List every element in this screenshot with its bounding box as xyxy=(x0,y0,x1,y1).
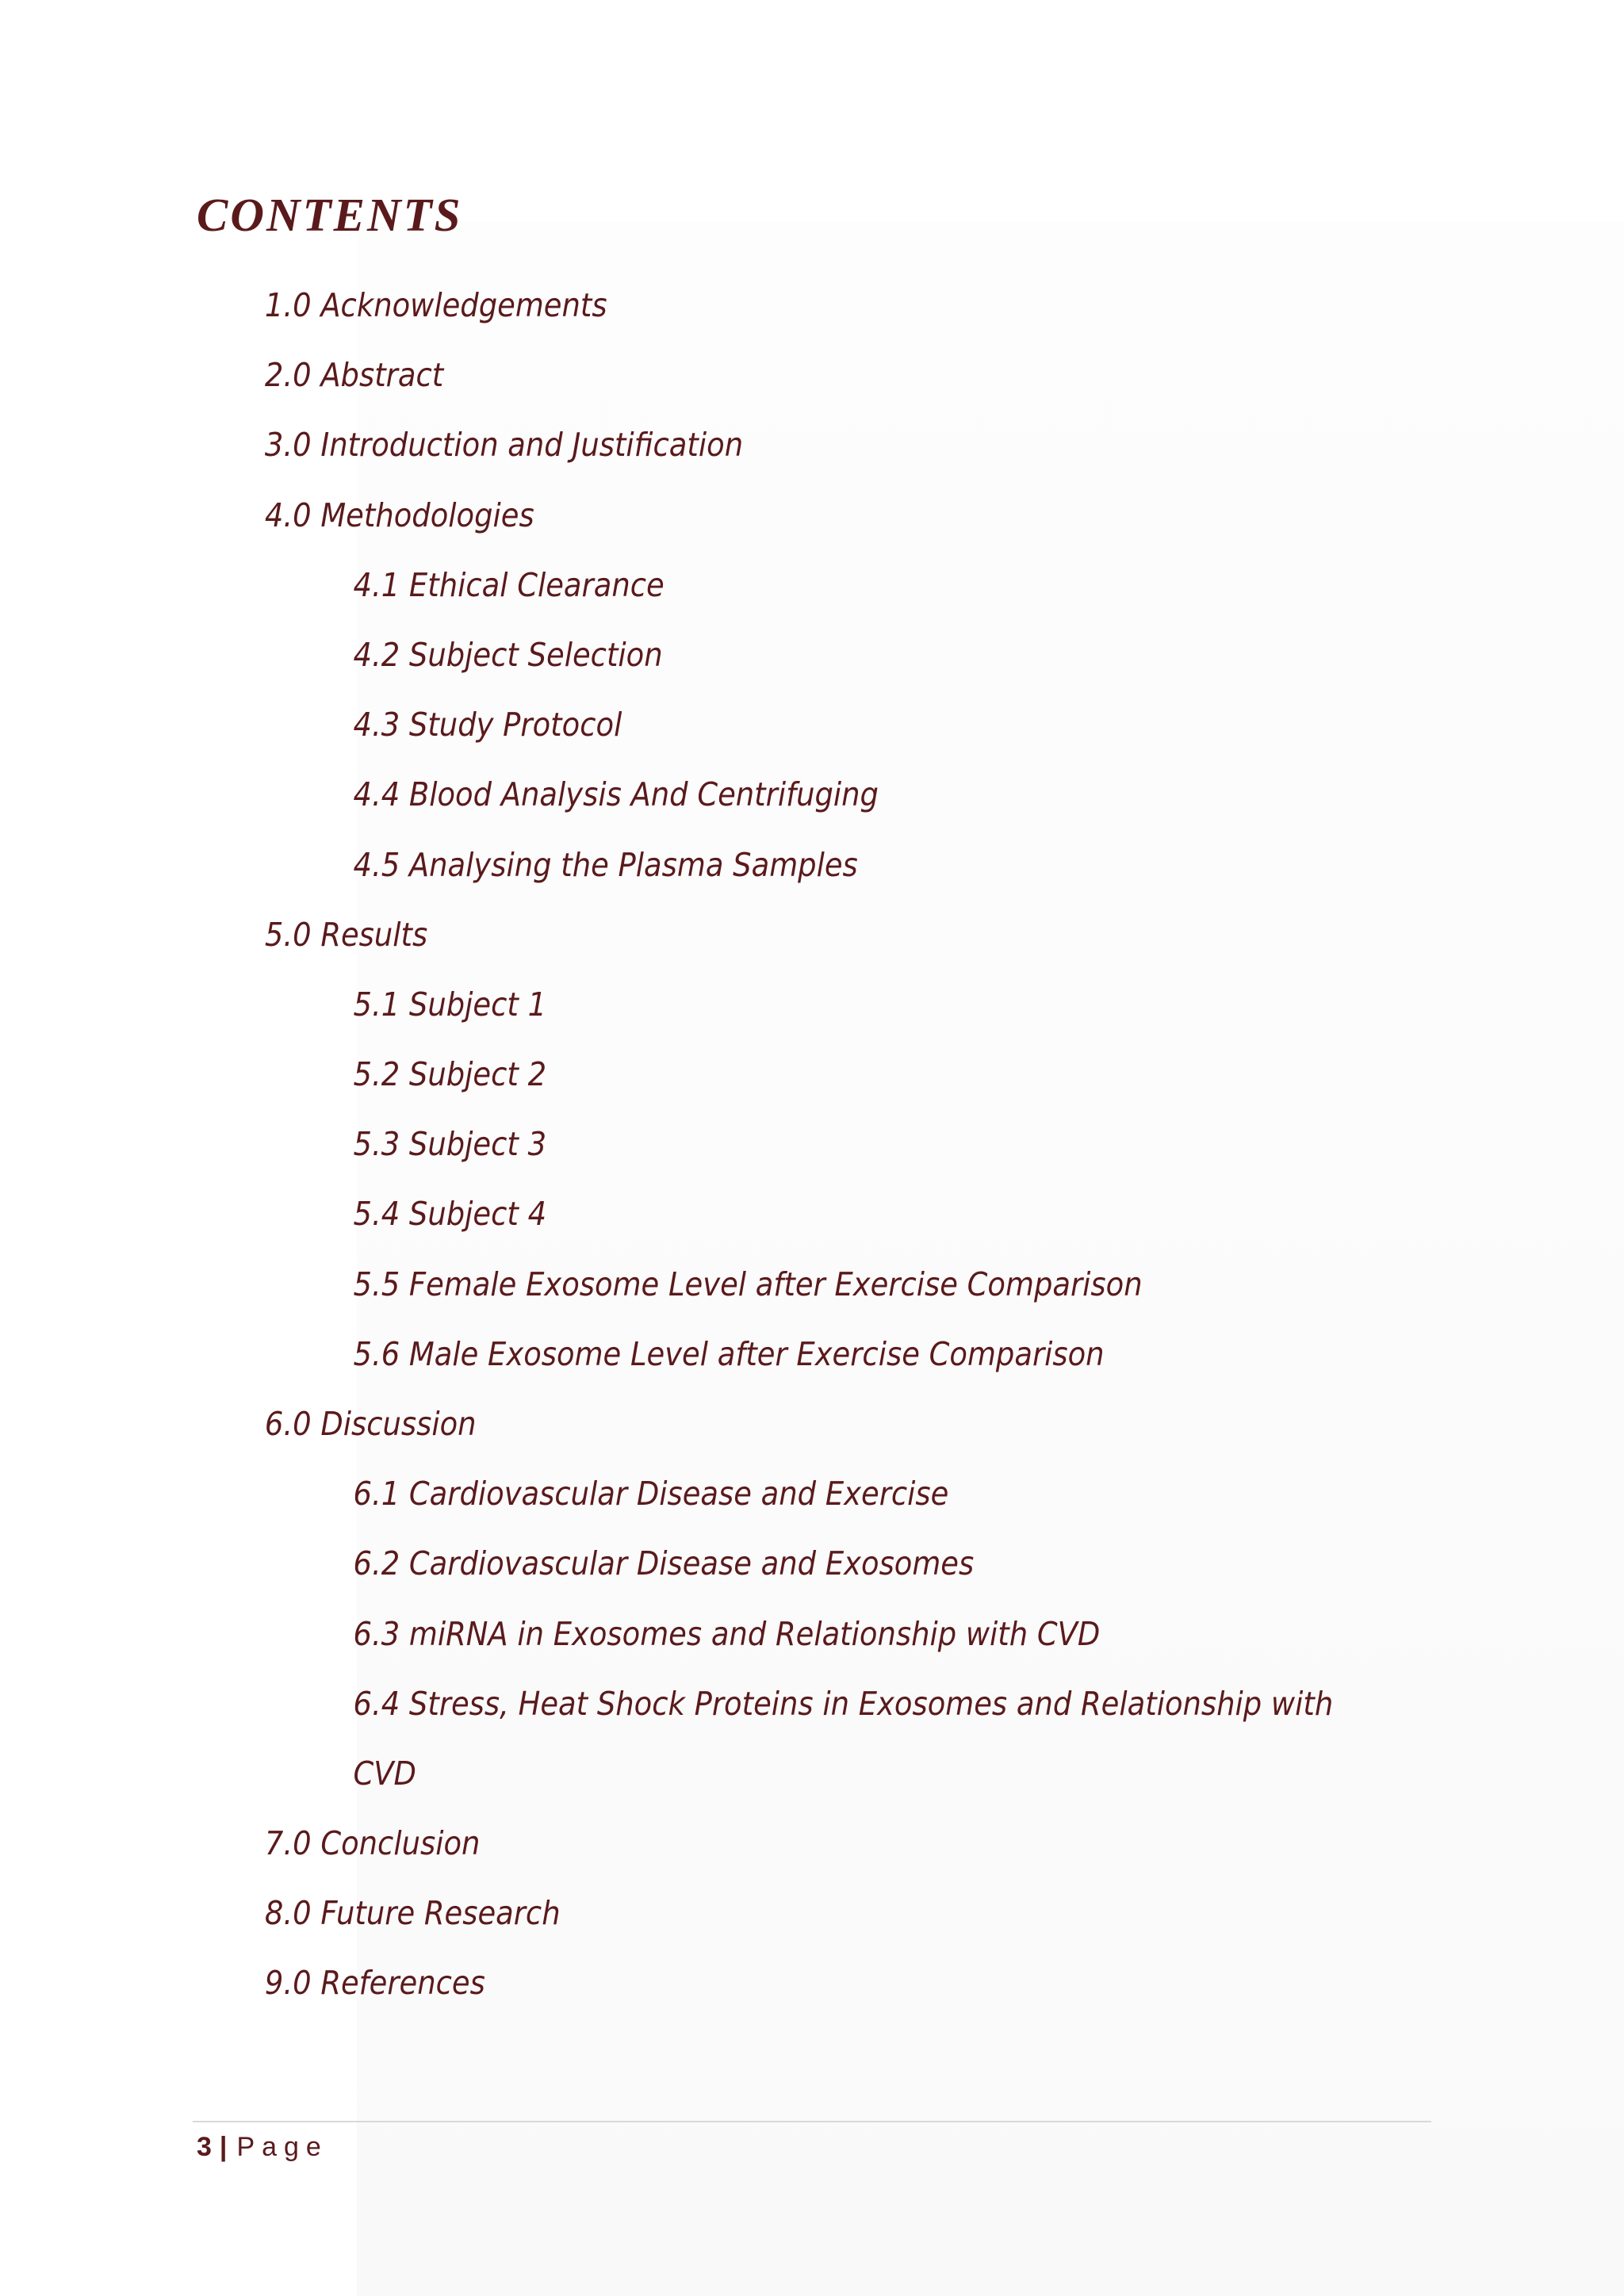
page-number: 3 xyxy=(197,2132,212,2162)
toc-entry: 5.3 Subject 3 xyxy=(353,1125,547,1164)
toc-entry: 4.0 Methodologies xyxy=(264,496,534,534)
page-label: Page xyxy=(236,2132,328,2162)
toc-entry: 6.3 miRNA in Exosomes and Relationship with CVD xyxy=(353,1614,1101,1653)
toc-entry-line: CVD xyxy=(353,1754,416,1793)
toc-entry: 4.2 Subject Selection xyxy=(353,635,663,674)
toc-entry: 2.0 Abstract xyxy=(264,356,444,395)
toc-entry: 5.6 Male Exosome Level after Exercise Comparison xyxy=(353,1334,1105,1373)
toc-entry: 6.1 Cardiovascular Disease and Exercise xyxy=(353,1475,949,1513)
toc-entry-line: 6.4 Stress, Heat Shock Proteins in Exosomes and Relationship with xyxy=(353,1684,1334,1723)
toc-entry: 4.1 Ethical Clearance xyxy=(353,565,665,604)
footer-separator: | xyxy=(219,2132,228,2162)
toc-entry xyxy=(0,1680,1353,1820)
toc-entry: 7.0 Conclusion xyxy=(264,1823,481,1862)
contents-heading: CONTENTS xyxy=(197,189,463,241)
toc-entry: 4.5 Analysing the Plasma Samples xyxy=(353,845,858,884)
toc-entry: 8.0 Future Research xyxy=(264,1893,561,1932)
toc-entry: 5.5 Female Exosome Level after Exercise Comparison xyxy=(353,1265,1143,1303)
toc-entry: 5.4 Subject 4 xyxy=(353,1195,547,1234)
toc-entry: 5.2 Subject 2 xyxy=(353,1055,547,1094)
toc-entry: 6.2 Cardiovascular Disease and Exosomes xyxy=(353,1544,975,1583)
toc-entry: 4.3 Study Protocol xyxy=(353,706,622,744)
toc-entry: 3.0 Introduction and Justification xyxy=(264,426,744,465)
page-footer xyxy=(197,2131,328,2163)
toc-entry: 6.0 Discussion xyxy=(264,1405,477,1443)
toc-entry: 5.0 Results xyxy=(264,915,428,954)
toc-entry: 9.0 References xyxy=(264,1964,485,2003)
table-of-contents xyxy=(0,281,1503,2029)
footer-divider xyxy=(193,2121,1431,2122)
toc-entry: 1.0 Acknowledgements xyxy=(264,286,607,324)
toc-entry: 4.4 Blood Analysis And Centrifuging xyxy=(353,775,879,814)
toc-entry: 5.1 Subject 1 xyxy=(353,985,547,1024)
